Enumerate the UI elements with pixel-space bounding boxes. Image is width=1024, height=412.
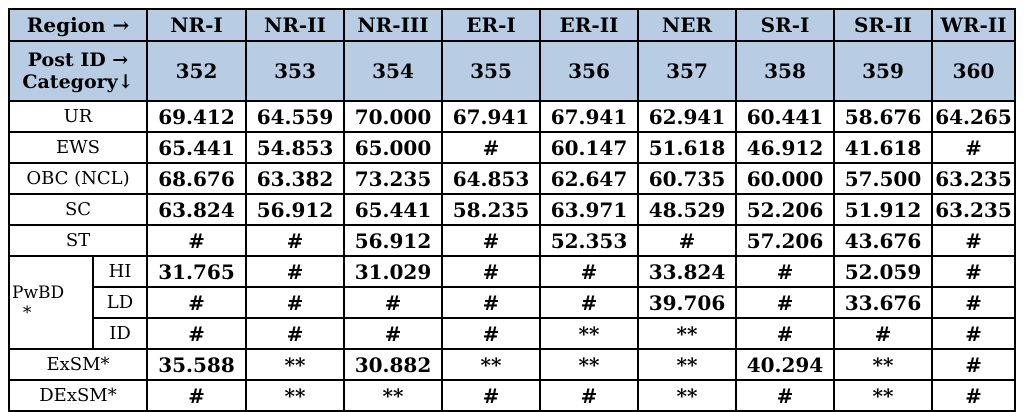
value-cell: 63.235 [932,163,1015,194]
value-cell: 33.824 [638,256,736,287]
table-row [9,349,1015,380]
pwbd-subcategory-cell: ID [93,318,147,349]
value-cell: 51.912 [834,194,932,225]
value-cell: # [442,380,540,411]
value-cell: 51.618 [638,132,736,163]
value-cell: # [932,349,1015,380]
value-cell: ** [638,349,736,380]
table-row [9,256,1015,287]
value-cell: 65.000 [344,132,442,163]
value-cell: # [540,287,638,318]
value-cell: 52.353 [540,225,638,256]
value-cell: # [147,318,246,349]
value-cell: 60.735 [638,163,736,194]
value-cell: 58.235 [442,194,540,225]
value-cell: 67.941 [442,101,540,132]
value-cell: # [932,287,1015,318]
region-header-row [9,9,1015,41]
value-cell: # [442,225,540,256]
region-header: ER-I [442,9,540,41]
region-header: NR-II [246,9,344,41]
value-cell: 39.706 [638,287,736,318]
category-cell: EWS [9,132,147,163]
table-row [9,101,1015,132]
value-cell: 60.147 [540,132,638,163]
value-cell: # [932,380,1015,411]
value-cell: 68.676 [147,163,246,194]
value-cell: 31.765 [147,256,246,287]
value-cell: # [736,318,834,349]
value-cell: 46.912 [736,132,834,163]
post-id-header: 360 [932,41,1015,101]
value-cell: 62.941 [638,101,736,132]
value-cell: 69.412 [147,101,246,132]
table-row [9,287,1015,318]
value-cell: 33.676 [834,287,932,318]
value-cell: # [344,287,442,318]
value-cell: ** [638,318,736,349]
value-cell: # [932,256,1015,287]
value-cell: 41.618 [834,132,932,163]
value-cell: 57.500 [834,163,932,194]
value-cell: # [442,287,540,318]
post-id-header: 357 [638,41,736,101]
category-label: Category↓ [22,71,134,93]
value-cell: 48.529 [638,194,736,225]
region-header: WR-II [932,9,1015,41]
pwbd-subcategory-cell: LD [93,287,147,318]
value-cell: 52.206 [736,194,834,225]
value-cell: 62.647 [540,163,638,194]
table-row [9,194,1015,225]
value-cell: 35.588 [147,349,246,380]
value-cell: # [147,225,246,256]
pwbd-label: PwBD [12,282,65,303]
post-id-header: 359 [834,41,932,101]
post-id-header: 358 [736,41,834,101]
value-cell: 63.971 [540,194,638,225]
value-cell: 56.912 [246,194,344,225]
value-cell: 67.941 [540,101,638,132]
table-row [9,380,1015,411]
post-id-header: 356 [540,41,638,101]
value-cell: 63.235 [932,194,1015,225]
value-cell: # [932,318,1015,349]
value-cell: 63.824 [147,194,246,225]
value-cell: # [932,225,1015,256]
value-cell: ** [246,349,344,380]
post-id-header: 355 [442,41,540,101]
region-label: Region → [9,9,147,41]
value-cell: 58.676 [834,101,932,132]
value-cell: 56.912 [344,225,442,256]
region-header: NER [638,9,736,41]
category-cell: ExSM* [9,349,147,380]
value-cell: # [638,225,736,256]
region-header: ER-II [540,9,638,41]
table-row [9,132,1015,163]
cutoff-marks-table [8,8,1016,412]
value-cell: 52.059 [834,256,932,287]
category-cell: OBC (NCL) [9,163,147,194]
pwbd-group-label [9,256,93,349]
value-cell: # [736,256,834,287]
post-id-header: 353 [246,41,344,101]
value-cell: # [246,256,344,287]
value-cell: 57.206 [736,225,834,256]
value-cell: 65.441 [344,194,442,225]
category-cell: SC [9,194,147,225]
region-header: NR-III [344,9,442,41]
post-id-header: 354 [344,41,442,101]
postid-category-label [9,41,147,101]
pwbd-asterisk: * [22,302,32,323]
value-cell: ** [540,349,638,380]
value-cell: ** [442,349,540,380]
category-cell: DExSM* [9,380,147,411]
value-cell: ** [834,380,932,411]
value-cell: # [736,287,834,318]
value-cell: 54.853 [246,132,344,163]
value-cell: 60.441 [736,101,834,132]
value-cell: # [246,225,344,256]
post-id-header-row [9,41,1015,101]
value-cell: ** [344,380,442,411]
value-cell: # [932,132,1015,163]
category-cell: ST [9,225,147,256]
value-cell: ** [638,380,736,411]
value-cell: # [540,380,638,411]
value-cell: 30.882 [344,349,442,380]
value-cell: ** [246,380,344,411]
region-header: NR-I [147,9,246,41]
value-cell: # [736,380,834,411]
value-cell: 63.382 [246,163,344,194]
value-cell: # [834,318,932,349]
region-header: SR-II [834,9,932,41]
value-cell: # [442,256,540,287]
value-cell: 73.235 [344,163,442,194]
postid-label: Post ID → [27,49,129,71]
value-cell: # [147,287,246,318]
value-cell: 64.853 [442,163,540,194]
value-cell: 64.265 [932,101,1015,132]
value-cell: # [147,380,246,411]
value-cell: 43.676 [834,225,932,256]
value-cell: 31.029 [344,256,442,287]
value-cell: 65.441 [147,132,246,163]
value-cell: 70.000 [344,101,442,132]
value-cell: # [246,287,344,318]
value-cell: # [540,256,638,287]
value-cell: 60.000 [736,163,834,194]
value-cell: # [442,132,540,163]
value-cell: # [442,318,540,349]
post-id-header: 352 [147,41,246,101]
value-cell: ** [540,318,638,349]
value-cell: ** [834,349,932,380]
pwbd-subcategory-cell: HI [93,256,147,287]
value-cell: # [246,318,344,349]
value-cell: # [344,318,442,349]
table-row [9,225,1015,256]
cutoff-table-container [8,8,1014,406]
value-cell: 40.294 [736,349,834,380]
table-row [9,163,1015,194]
table-row [9,318,1015,349]
region-header: SR-I [736,9,834,41]
category-cell: UR [9,101,147,132]
value-cell: 64.559 [246,101,344,132]
